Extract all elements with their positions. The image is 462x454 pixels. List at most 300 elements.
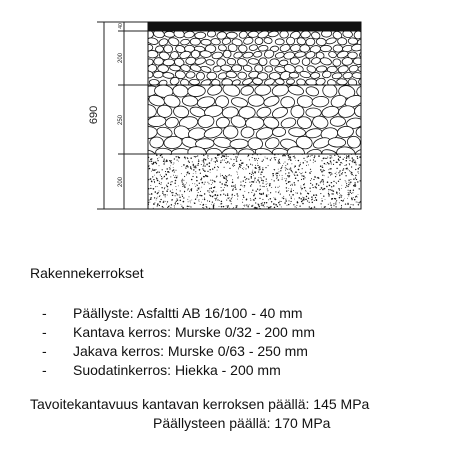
- sand-dot: [247, 206, 248, 207]
- target-bearing-capacity-base: Tavoitekantavuus kantavan kerroksen päällä: 145 MPa: [30, 396, 370, 412]
- sand-dot: [239, 166, 240, 167]
- stone-mark: [337, 37, 347, 45]
- sand-dot: [171, 199, 172, 200]
- stone-mark: [286, 37, 295, 45]
- sand-dot: [260, 194, 261, 195]
- sand-dot: [233, 163, 234, 164]
- sand-dot: [163, 177, 164, 178]
- sand-dot: [197, 165, 198, 166]
- sand-dot: [282, 155, 284, 157]
- sand-dot: [203, 155, 204, 156]
- sand-dot: [335, 203, 336, 204]
- stone-mark: [268, 31, 279, 38]
- sand-dot: [294, 157, 295, 158]
- sand-dot: [289, 194, 290, 195]
- sand-dot: [244, 206, 245, 207]
- sand-dot: [335, 206, 336, 207]
- sand-dot: [323, 158, 324, 159]
- sand-dot: [355, 175, 356, 176]
- sand-dot: [278, 160, 279, 161]
- sand-dot: [326, 158, 327, 159]
- sand-dot: [350, 173, 351, 174]
- sand-dot: [238, 154, 239, 155]
- sand-dot: [264, 203, 265, 204]
- sand-dot: [305, 160, 306, 161]
- stone-mark: [226, 32, 237, 38]
- sand-dot: [166, 185, 167, 186]
- sand-dot: [270, 206, 271, 207]
- sand-dot: [207, 182, 208, 183]
- sand-dot: [251, 178, 252, 179]
- sand-dot: [329, 172, 330, 173]
- sand-dot: [313, 187, 314, 188]
- sand-dot: [359, 164, 360, 165]
- sand-dot: [359, 167, 360, 168]
- sand-dot: [352, 157, 353, 158]
- sand-dot: [320, 182, 321, 183]
- sand-dot: [173, 175, 174, 176]
- sand-dot: [286, 183, 287, 184]
- sand-dot: [331, 186, 332, 187]
- sand-dot: [282, 179, 283, 180]
- sand-dot: [200, 191, 201, 192]
- sand-dot: [204, 171, 205, 172]
- sand-dot: [274, 204, 275, 205]
- sand-dot: [275, 159, 276, 160]
- stone-mark: [342, 57, 353, 66]
- sand-dot: [261, 194, 262, 195]
- sand-dot: [151, 171, 152, 172]
- sand-dot: [178, 157, 180, 159]
- sand-dot: [318, 185, 319, 186]
- sand-dot: [275, 191, 276, 192]
- sand-dot: [202, 168, 203, 169]
- sand-dot: [197, 185, 198, 186]
- sand-dot: [181, 173, 182, 174]
- sand-dot: [212, 168, 213, 169]
- sand-dot: [347, 156, 348, 157]
- sand-dot: [170, 166, 171, 167]
- sand-dot: [154, 182, 155, 183]
- sand-dot: [350, 204, 351, 205]
- layer-thickness-label: 40: [118, 23, 124, 29]
- sand-dot: [330, 155, 331, 156]
- sand-dot: [330, 162, 331, 163]
- sand-dot: [308, 155, 310, 157]
- sand-dot: [244, 191, 245, 192]
- sand-dot: [240, 160, 241, 161]
- sand-dot: [341, 195, 342, 196]
- sand-dot: [171, 192, 173, 194]
- sand-dot: [222, 159, 223, 160]
- sand-dot: [166, 174, 167, 175]
- stone-mark: [281, 96, 295, 107]
- sand-dot: [203, 166, 204, 167]
- sand-dot: [169, 172, 170, 173]
- sand-dot: [260, 173, 261, 174]
- sand-dot: [344, 157, 345, 158]
- sand-dot: [260, 185, 261, 186]
- sand-dot: [271, 179, 272, 180]
- sand-dot: [277, 177, 278, 178]
- sand-dot: [252, 164, 253, 165]
- sand-dot: [341, 205, 342, 206]
- sand-dot: [257, 160, 258, 161]
- sand-dot: [156, 200, 157, 201]
- stone-mark: [337, 79, 348, 86]
- sand-dot: [255, 160, 256, 161]
- sand-dot: [285, 173, 286, 174]
- sand-dot: [185, 184, 186, 185]
- sand-dot: [253, 175, 254, 176]
- sand-dot: [181, 166, 182, 167]
- sand-dot: [195, 167, 196, 168]
- sand-dot: [268, 165, 269, 166]
- sand-dot: [299, 172, 300, 173]
- sand-dot: [355, 169, 356, 170]
- sand-dot: [279, 186, 280, 187]
- sand-dot: [159, 183, 160, 184]
- sand-dot: [303, 200, 304, 201]
- stone-mark: [259, 58, 267, 66]
- sand-dot: [217, 161, 218, 162]
- stone-mark: [310, 72, 320, 78]
- list-item: [42, 304, 315, 323]
- sand-dot: [350, 181, 351, 182]
- sand-dot: [165, 194, 166, 195]
- sand-dot: [220, 194, 221, 195]
- sand-dot: [173, 163, 174, 164]
- sand-dot: [351, 166, 352, 167]
- sand-dot: [184, 176, 185, 177]
- sand-dot: [355, 162, 356, 163]
- sand-dot: [350, 192, 351, 193]
- sand-dot: [188, 201, 189, 202]
- sand-dot: [200, 204, 201, 205]
- sand-dot: [267, 158, 268, 159]
- sand-dot: [279, 159, 280, 160]
- sand-dot: [167, 186, 169, 188]
- sand-dot: [202, 182, 204, 184]
- sand-dot: [331, 182, 332, 183]
- sand-dot: [255, 171, 256, 172]
- stone-mark: [150, 137, 164, 148]
- stone-mark: [223, 126, 238, 139]
- sand-dot: [162, 193, 163, 194]
- stone-mark: [280, 31, 289, 39]
- sand-dot: [313, 162, 314, 163]
- sand-dot: [302, 200, 303, 201]
- stone-mark: [253, 51, 262, 58]
- sand-dot: [342, 170, 343, 171]
- sand-dot: [300, 198, 301, 199]
- sand-dot: [262, 161, 263, 162]
- sand-dot: [298, 169, 300, 171]
- sand-dot: [236, 160, 238, 162]
- sand-dot: [181, 180, 183, 182]
- sand-dot: [277, 173, 279, 175]
- sand-dot: [339, 202, 340, 203]
- stone-mark: [187, 85, 205, 97]
- sand-dot: [174, 182, 175, 183]
- stone-mark: [352, 72, 363, 79]
- sand-dot: [299, 206, 300, 207]
- sand-dot: [264, 202, 265, 203]
- sand-dot: [295, 206, 296, 207]
- stone-mark: [333, 59, 341, 67]
- sand-dot: [208, 158, 209, 159]
- sand-dot: [350, 207, 351, 208]
- sand-dot: [204, 198, 205, 199]
- sand-dot: [306, 196, 307, 197]
- sand-dot: [167, 207, 168, 208]
- sand-dot: [156, 163, 157, 164]
- sand-dot: [273, 203, 275, 205]
- sand-dot: [253, 195, 254, 196]
- sand-dot: [302, 168, 303, 169]
- sand-dot: [196, 177, 197, 178]
- sand-dot: [346, 185, 347, 186]
- sand-dot: [256, 158, 257, 159]
- sand-dot: [229, 168, 230, 169]
- sand-dot: [238, 176, 239, 177]
- stone-mark: [153, 71, 163, 78]
- sand-dot: [167, 178, 168, 179]
- sand-dot: [184, 186, 186, 188]
- stone-mark: [294, 51, 305, 58]
- sand-dot: [266, 158, 267, 159]
- sand-dot: [281, 206, 282, 207]
- sand-dot: [251, 181, 253, 183]
- sand-dot: [236, 158, 237, 159]
- sand-dot: [335, 173, 336, 174]
- sand-dot: [201, 202, 202, 203]
- sand-dot: [194, 183, 195, 184]
- sand-dot: [263, 159, 264, 160]
- sand-dot: [327, 157, 328, 158]
- sand-dot: [256, 191, 257, 192]
- sand-dot: [279, 204, 280, 205]
- layer-thickness-label: 200: [118, 52, 124, 64]
- sand-dot: [259, 168, 260, 169]
- sand-dot: [311, 155, 312, 156]
- sand-dot: [170, 191, 171, 192]
- sand-dot: [305, 190, 306, 191]
- sand-dot: [321, 207, 322, 208]
- sand-dot: [176, 156, 177, 157]
- sand-dot: [216, 160, 217, 161]
- stone-mark: [195, 32, 206, 39]
- sand-dot: [267, 190, 268, 191]
- sand-dot: [182, 207, 184, 209]
- sand-dot: [232, 189, 233, 190]
- sand-dot: [156, 169, 157, 170]
- sand-dot: [202, 160, 203, 161]
- sand-dot: [324, 163, 325, 164]
- sand-dot: [327, 181, 329, 183]
- sand-dot: [150, 188, 151, 189]
- sand-dot: [159, 157, 160, 158]
- sand-dot: [267, 196, 268, 197]
- sand-dot: [336, 183, 337, 184]
- sand-dot: [325, 206, 326, 207]
- sand-dot: [246, 178, 247, 179]
- stone-mark: [155, 147, 172, 157]
- layer-thickness-label: 250: [118, 114, 124, 126]
- sand-dot: [302, 197, 303, 198]
- sand-dot: [355, 161, 356, 162]
- sand-dot: [281, 201, 282, 202]
- sand-dot: [199, 183, 200, 184]
- sand-dot: [204, 199, 205, 200]
- sand-dot: [336, 168, 337, 169]
- sand-dot: [242, 168, 243, 169]
- sand-dot: [227, 161, 229, 163]
- sand-dot: [328, 177, 329, 178]
- stone-mark: [330, 116, 346, 126]
- sand-dot: [348, 182, 349, 183]
- sand-dot: [216, 192, 217, 193]
- sand-dot: [330, 203, 331, 204]
- sand-dot: [333, 203, 334, 204]
- sand-dot: [175, 180, 177, 182]
- sand-dot: [167, 201, 168, 202]
- sand-dot: [211, 204, 212, 205]
- sand-dot: [275, 204, 277, 206]
- sand-dot: [226, 156, 227, 157]
- sand-dot: [353, 159, 355, 161]
- sand-dot: [235, 156, 236, 157]
- sand-dot: [323, 184, 324, 185]
- stone-mark: [286, 78, 295, 84]
- sand-dot: [221, 157, 222, 158]
- sand-dot: [353, 175, 354, 176]
- stone-mark: [300, 30, 310, 38]
- sand-dot: [321, 198, 322, 199]
- stone-mark: [272, 127, 286, 137]
- sand-dot: [251, 205, 253, 207]
- sand-dot: [248, 178, 249, 179]
- sand-dot: [341, 185, 342, 186]
- sand-dot: [224, 184, 225, 185]
- stone-mark: [255, 37, 263, 45]
- sand-dot: [291, 163, 292, 164]
- sand-dot: [213, 206, 214, 207]
- sand-dot: [174, 172, 175, 173]
- sand-dot: [248, 155, 249, 156]
- sand-dot: [345, 180, 346, 181]
- sand-dot: [246, 204, 247, 205]
- sand-dot: [237, 174, 238, 175]
- sand-dot: [260, 189, 261, 190]
- sand-dot: [233, 188, 234, 189]
- sand-dot: [339, 171, 340, 172]
- sand-dot: [225, 182, 227, 184]
- sand-dot: [271, 201, 272, 202]
- sand-dot: [293, 204, 294, 205]
- sand-dot: [285, 162, 286, 163]
- sand-dot: [243, 169, 244, 170]
- sand-dot: [328, 163, 330, 165]
- sand-dot: [187, 157, 188, 158]
- sand-dot: [197, 190, 198, 191]
- sand-dot: [203, 170, 204, 171]
- sand-dot: [174, 158, 175, 159]
- sand-dot: [281, 167, 282, 168]
- sand-dot: [187, 206, 188, 207]
- stone-mark: [248, 58, 259, 64]
- sand-dot: [227, 193, 228, 194]
- sand-dot: [331, 190, 332, 191]
- sand-dot: [277, 206, 278, 207]
- sand-dot: [312, 184, 313, 185]
- sand-dot: [248, 167, 249, 168]
- sand-dot: [163, 161, 164, 162]
- sand-dot: [227, 180, 228, 181]
- sand-dot: [176, 201, 177, 202]
- sand-dot: [237, 172, 238, 173]
- sand-dot: [195, 165, 196, 166]
- stone-mark: [357, 65, 369, 73]
- sand-dot: [336, 174, 337, 175]
- sand-dot: [265, 157, 266, 158]
- sand-dot: [209, 188, 210, 189]
- sand-dot: [190, 189, 192, 191]
- sand-dot: [302, 173, 303, 174]
- sand-dot: [186, 174, 187, 175]
- sand-dot: [270, 192, 271, 193]
- sand-dot: [171, 181, 172, 182]
- sand-dot: [355, 177, 356, 178]
- sand-dot: [153, 208, 154, 209]
- sand-dot: [164, 162, 165, 163]
- sand-dot: [223, 155, 224, 156]
- sand-dot: [215, 158, 216, 159]
- sand-dot: [331, 207, 332, 208]
- sand-dot: [278, 163, 279, 164]
- sand-dot: [182, 186, 183, 187]
- sand-dot: [311, 197, 312, 198]
- sand-dot: [174, 205, 175, 206]
- sand-dot: [243, 205, 244, 206]
- sand-dot: [301, 190, 302, 191]
- sand-dot: [189, 196, 190, 197]
- sand-dot: [165, 196, 166, 197]
- sand-dot: [179, 197, 180, 198]
- stone-mark: [144, 71, 153, 78]
- sand-dot: [288, 159, 289, 160]
- sand-dot: [229, 197, 230, 198]
- sand-dot: [342, 163, 343, 164]
- sand-dot: [178, 186, 179, 187]
- sand-dot: [218, 167, 219, 168]
- sand-dot: [206, 176, 207, 177]
- sand-dot: [320, 169, 322, 171]
- sand-dot: [311, 199, 312, 200]
- sand-dot: [336, 200, 337, 201]
- sand-dot: [164, 176, 165, 177]
- sand-dot: [243, 195, 244, 196]
- stone-mark: [184, 31, 195, 39]
- sand-dot: [262, 169, 264, 171]
- sand-dot: [177, 200, 178, 201]
- sand-dot: [194, 202, 196, 204]
- sand-dot: [247, 206, 248, 207]
- stone-mark: [186, 71, 196, 78]
- sand-dot: [203, 161, 204, 162]
- sand-dot: [267, 183, 268, 184]
- sand-dot: [333, 190, 335, 192]
